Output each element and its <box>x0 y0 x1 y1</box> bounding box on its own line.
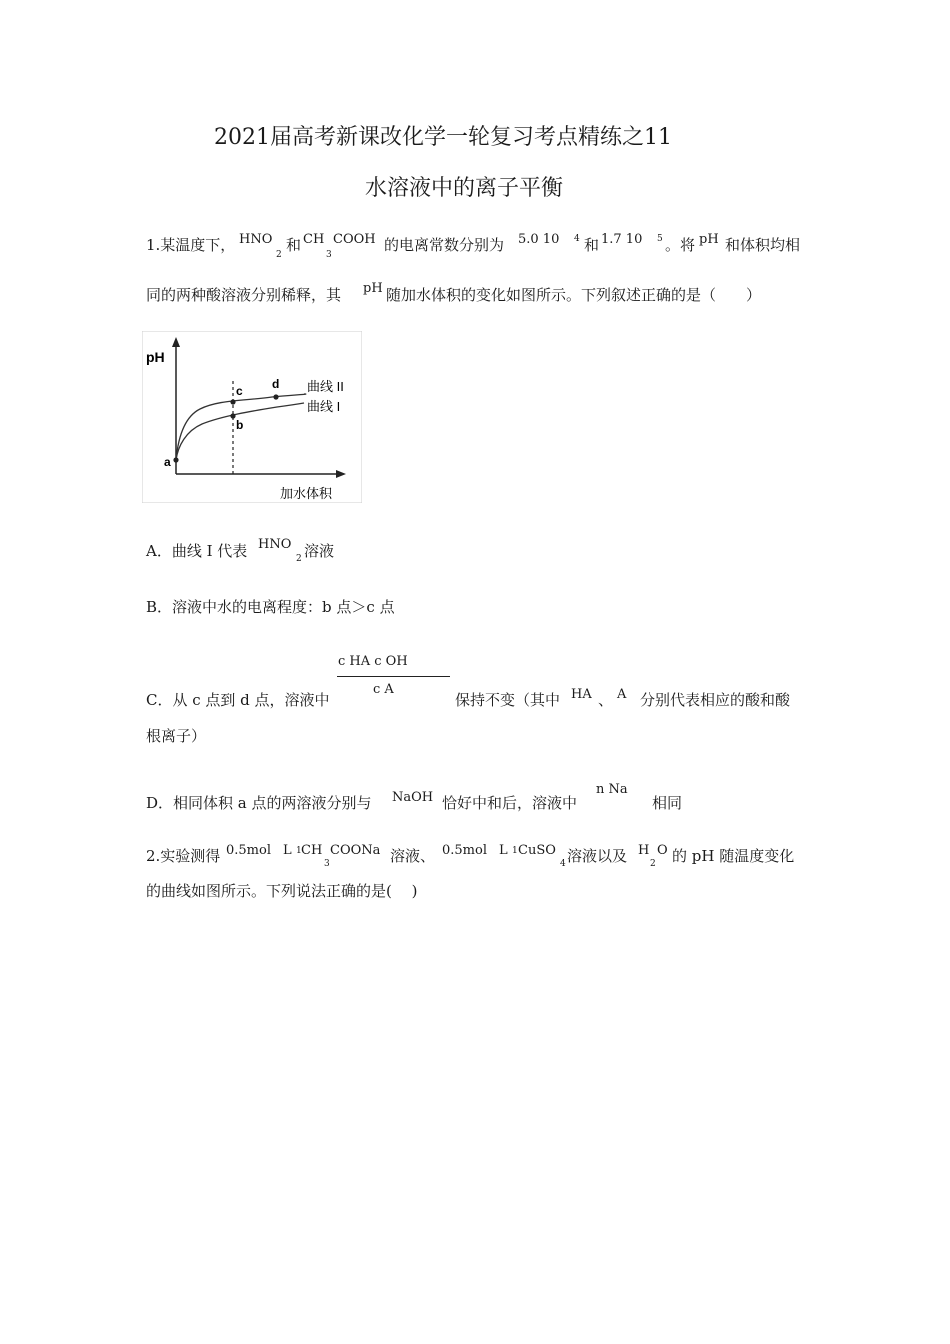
label-curve-1: 曲线 I <box>307 399 341 414</box>
opt-c-fraction-bar <box>337 676 450 677</box>
opt-c-tail: 分别代表相应的酸和酸 <box>640 691 791 709</box>
q1-ch-sub: 3 <box>326 250 332 260</box>
opt-c-line2: 根离子） <box>146 727 207 745</box>
opt-d-naoh: NaOH <box>392 790 434 805</box>
opt-a-text: A．曲线 I 代表 <box>146 542 248 560</box>
q2-l1: L <box>283 843 292 858</box>
q2-line2: 的曲线如图所示。下列说法正确的是( ) <box>146 882 418 900</box>
q2-cuso-sub: 4 <box>560 859 566 869</box>
q1-k1-exp: 4 <box>574 234 580 244</box>
q1-prefix: 1.某温度下， <box>146 236 236 254</box>
opt-a-hno: HNO <box>258 537 292 552</box>
q2-prefix: 2.实验测得 <box>146 847 221 865</box>
q2-tail: 的 pH 随温度变化 <box>672 847 795 865</box>
q1-cooh: COOH <box>333 232 376 247</box>
ph-dilution-graph <box>142 331 362 503</box>
opt-c-denominator: c A <box>373 682 394 697</box>
opt-a-tail: 溶液 <box>304 542 335 560</box>
q1-he: 和 <box>286 236 302 254</box>
opt-c-text: C．从 c 点到 d 点，溶液中 <box>146 691 330 709</box>
label-b: b <box>236 418 244 432</box>
label-c: c <box>236 384 243 398</box>
q1-hno: HNO <box>239 232 273 247</box>
label-d: d <box>272 377 280 391</box>
q2-l2: L <box>499 843 508 858</box>
point-c <box>230 399 235 404</box>
q1-rest1: 和体积均相 <box>725 236 801 254</box>
title-line-2: 水溶液中的离子平衡 <box>365 176 564 201</box>
opt-d-mid: 恰好中和后，溶液中 <box>442 794 578 812</box>
q2-mid: 溶液、 <box>390 847 436 865</box>
q2-h-sub: 2 <box>650 859 656 869</box>
q2-coona: COONa <box>330 843 381 858</box>
q2-h: H <box>638 843 650 858</box>
opt-d-text: D．相同体积 a 点的两溶液分别与 <box>146 794 372 812</box>
q1-k2: 1.7 10 <box>601 232 643 247</box>
opt-c-numerator: c HA c OH <box>338 654 408 669</box>
opt-c-a: A <box>617 687 627 702</box>
q1-jiang: 。将 <box>665 236 696 254</box>
opt-d-nna: n Na <box>596 782 628 797</box>
q2-o: O <box>657 843 668 858</box>
q1-k1: 5.0 10 <box>518 232 560 247</box>
title-line-1: 2021届高考新课改化学一轮复习考点精练之11 <box>214 125 672 150</box>
q2-c1: 0.5mol <box>226 843 271 858</box>
point-d <box>273 394 278 399</box>
q2-ch: CH <box>301 843 323 858</box>
q1-ch: CH <box>303 232 325 247</box>
opt-c-after: 保持不变（其中 <box>455 691 561 709</box>
q2-mid2: 溶液以及 <box>567 847 628 865</box>
q1-hno-sub: 2 <box>276 250 282 260</box>
q1-k2-exp: 5 <box>657 234 663 244</box>
q1-ph: pH <box>699 232 719 247</box>
q2-ch-sub: 3 <box>324 859 330 869</box>
q1-line2a: 同的两种酸溶液分别稀释，其 <box>146 286 342 304</box>
q1-he2: 和 <box>584 236 600 254</box>
q1-mid: 的电离常数分别为 <box>384 236 505 254</box>
opt-d-tail: 相同 <box>652 794 683 812</box>
opt-c-ha: HA <box>571 687 592 702</box>
opt-c-sep: 、 <box>598 691 614 709</box>
q1-line2b: 随加水体积的变化如图所示。下列叙述正确的是（ ） <box>386 286 762 304</box>
point-b <box>230 413 235 418</box>
q2-m1: 1 <box>296 846 302 856</box>
q2-m2: 1 <box>512 846 518 856</box>
opt-a-sub: 2 <box>296 554 302 564</box>
y-axis-label: pH <box>146 349 165 365</box>
point-a <box>173 457 178 462</box>
label-a: a <box>164 455 171 469</box>
option-b: B．溶液中水的电离程度：b 点＞c 点 <box>146 598 395 616</box>
label-curve-2: 曲线 II <box>307 379 344 394</box>
q2-cuso: CuSO <box>518 843 556 858</box>
x-axis-label: 加水体积 <box>280 486 333 501</box>
q1-ph2: pH <box>363 281 383 296</box>
q2-c2: 0.5mol <box>442 843 487 858</box>
